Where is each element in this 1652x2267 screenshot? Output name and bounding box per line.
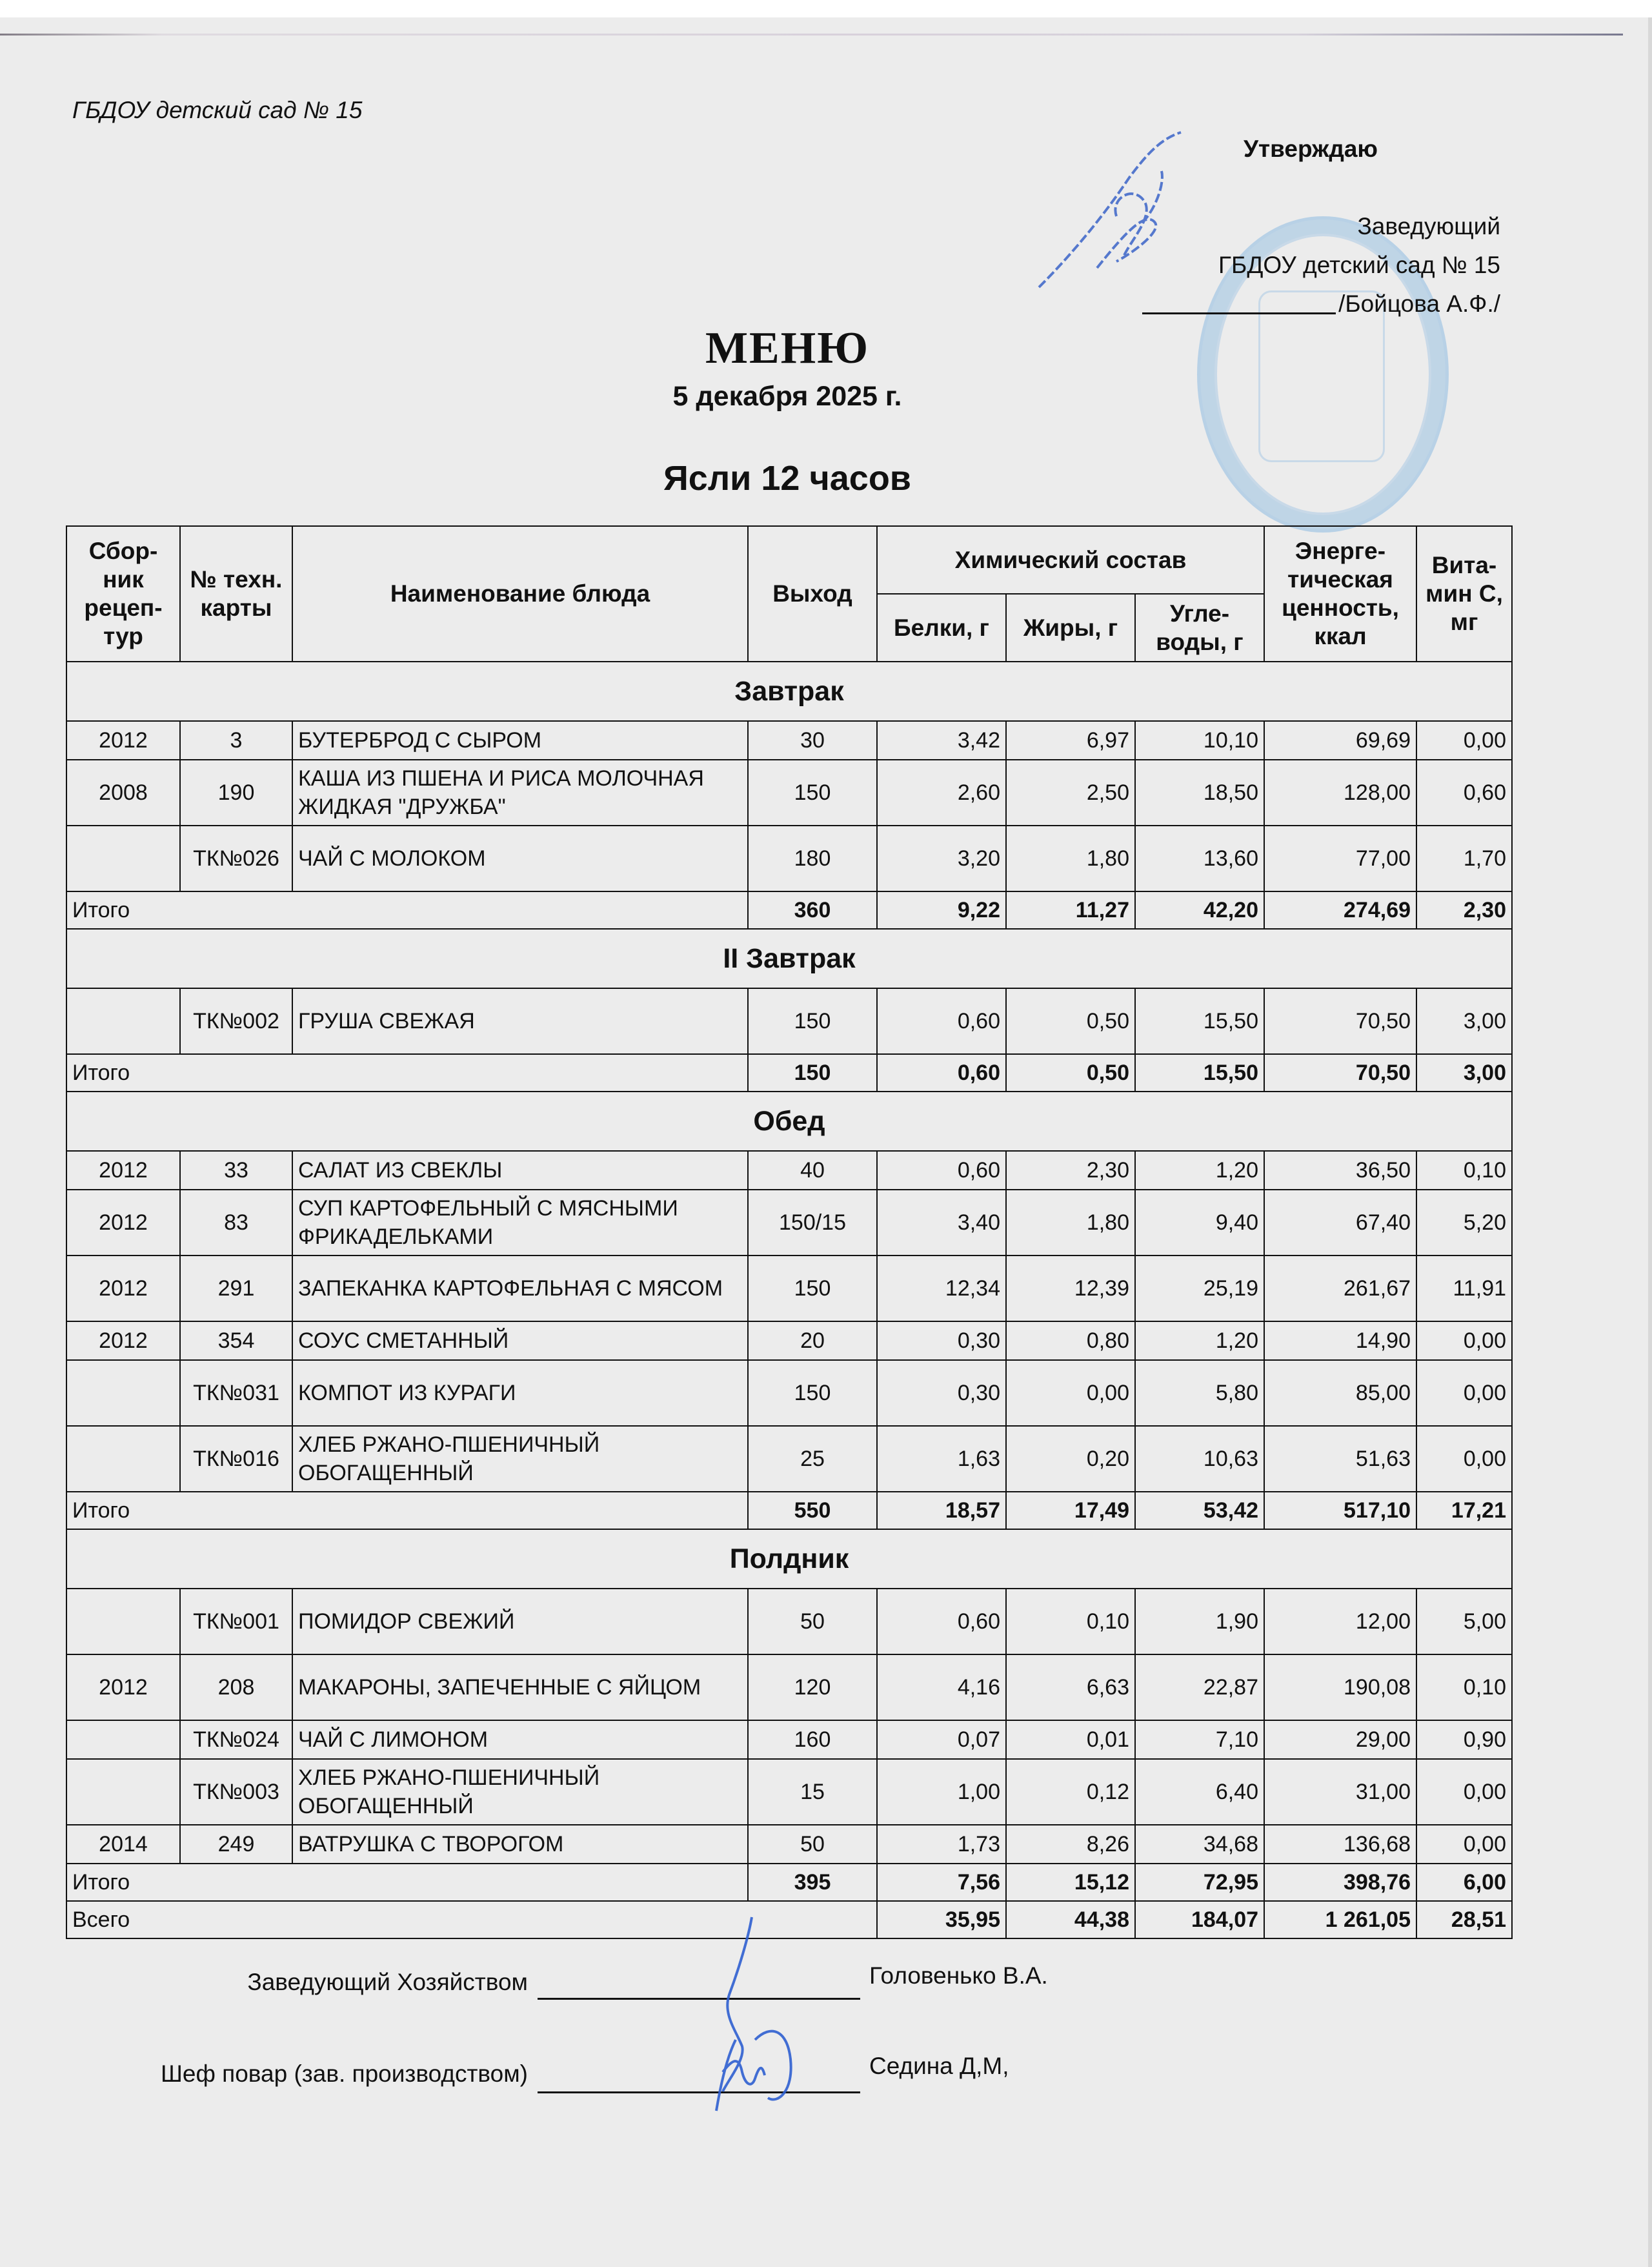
total-energy: 274,69 xyxy=(1264,891,1416,929)
cell-output: 180 xyxy=(748,826,877,891)
header-protein: Белки, г xyxy=(877,594,1006,662)
cell-carbs: 13,60 xyxy=(1135,826,1264,891)
cell-energy: 190,08 xyxy=(1264,1654,1416,1720)
section-total-row xyxy=(66,891,1512,929)
cell-fat: 1,80 xyxy=(1006,826,1135,891)
table-row xyxy=(66,1759,1512,1825)
header-tech-card: № техн. карты xyxy=(180,526,292,662)
cell-vitamin: 0,00 xyxy=(1416,721,1512,760)
cell-energy: 29,00 xyxy=(1264,1720,1416,1759)
table-row xyxy=(66,1825,1512,1864)
grand-total-fat: 44,38 xyxy=(1006,1901,1135,1938)
table-row xyxy=(66,1720,1512,1759)
cell-dish-name: СУП КАРТОФЕЛЬНЫЙ С МЯСНЫМИ ФРИКАДЕЛЬКАМИ xyxy=(292,1190,748,1255)
menu-date: 5 декабря 2025 г. xyxy=(672,381,902,412)
table-row xyxy=(66,1426,1512,1492)
cell-carbs: 1,20 xyxy=(1135,1151,1264,1190)
total-protein: 18,57 xyxy=(877,1492,1006,1529)
header-energy: Энерге-тическая ценность, ккал xyxy=(1264,526,1416,662)
total-fat: 15,12 xyxy=(1006,1864,1135,1901)
cell-dish-name: КОМПОТ ИЗ КУРАГИ xyxy=(292,1360,748,1426)
cell-card: 83 xyxy=(180,1190,292,1255)
cell-output: 50 xyxy=(748,1589,877,1654)
cell-card: ТК№001 xyxy=(180,1589,292,1654)
cell-carbs: 22,87 xyxy=(1135,1654,1264,1720)
total-protein: 7,56 xyxy=(877,1864,1006,1901)
section-total-row xyxy=(66,1054,1512,1092)
total-carbs: 42,20 xyxy=(1135,891,1264,929)
cell-protein: 3,20 xyxy=(877,826,1006,891)
header-vitamin-c: Вита-мин С, мг xyxy=(1416,526,1512,662)
signer-position-chef: Шеф повар (зав. производством) xyxy=(160,2060,528,2087)
cell-card: ТК№002 xyxy=(180,988,292,1054)
cell-protein: 0,30 xyxy=(877,1321,1006,1360)
section-total-row xyxy=(66,1492,1512,1529)
cell-dish-name: ЗАПЕКАНКА КАРТОФЕЛЬНАЯ С МЯСОМ xyxy=(292,1255,748,1321)
cell-vitamin: 0,90 xyxy=(1416,1720,1512,1759)
table-row xyxy=(66,988,1512,1054)
cell-vitamin: 0,60 xyxy=(1416,760,1512,826)
cell-fat: 2,30 xyxy=(1006,1151,1135,1190)
cell-protein: 0,07 xyxy=(877,1720,1006,1759)
cell-card: 354 xyxy=(180,1321,292,1360)
cell-dish-name: БУТЕРБРОД С СЫРОМ xyxy=(292,721,748,760)
organization-header: ГБДОУ детский сад № 15 xyxy=(72,97,363,123)
total-vitamin: 17,21 xyxy=(1416,1492,1512,1529)
cell-protein: 2,60 xyxy=(877,760,1006,826)
grand-total-carbs: 184,07 xyxy=(1135,1901,1264,1938)
table-row xyxy=(66,760,1512,826)
cell-protein: 1,63 xyxy=(877,1426,1006,1492)
header-carbs: Угле-воды, г xyxy=(1135,594,1264,662)
cell-fat: 0,80 xyxy=(1006,1321,1135,1360)
cell-collection: 2008 xyxy=(66,760,180,826)
cell-collection xyxy=(66,1720,180,1759)
table-row xyxy=(66,826,1512,891)
cell-card: ТК№026 xyxy=(180,826,292,891)
table-row xyxy=(66,1190,1512,1255)
cell-vitamin: 3,00 xyxy=(1416,988,1512,1054)
cell-fat: 0,01 xyxy=(1006,1720,1135,1759)
cell-vitamin: 0,10 xyxy=(1416,1151,1512,1190)
table-row xyxy=(66,721,1512,760)
total-fat: 17,49 xyxy=(1006,1492,1135,1529)
cell-energy: 31,00 xyxy=(1264,1759,1416,1825)
cell-collection: 2012 xyxy=(66,1321,180,1360)
cell-vitamin: 0,00 xyxy=(1416,1321,1512,1360)
cell-card: 291 xyxy=(180,1255,292,1321)
cell-output: 160 xyxy=(748,1720,877,1759)
cell-output: 150 xyxy=(748,760,877,826)
cell-fat: 12,39 xyxy=(1006,1255,1135,1321)
total-output: 395 xyxy=(748,1864,877,1901)
cell-fat: 6,97 xyxy=(1006,721,1135,760)
cell-card: ТК№016 xyxy=(180,1426,292,1492)
cell-energy: 77,00 xyxy=(1264,826,1416,891)
cell-carbs: 1,90 xyxy=(1135,1589,1264,1654)
cell-vitamin: 0,00 xyxy=(1416,1360,1512,1426)
cell-energy: 261,67 xyxy=(1264,1255,1416,1321)
cell-card: ТК№003 xyxy=(180,1759,292,1825)
cell-output: 150 xyxy=(748,1360,877,1426)
cell-collection xyxy=(66,1360,180,1426)
cell-dish-name: ЧАЙ С ЛИМОНОМ xyxy=(292,1720,748,1759)
cell-dish-name: ХЛЕБ РЖАНО-ПШЕНИЧНЫЙ ОБОГАЩЕННЫЙ xyxy=(292,1759,748,1825)
cell-carbs: 6,40 xyxy=(1135,1759,1264,1825)
cell-energy: 51,63 xyxy=(1264,1426,1416,1492)
cell-vitamin: 0,10 xyxy=(1416,1654,1512,1720)
cell-card: 33 xyxy=(180,1151,292,1190)
scan-artifact-line xyxy=(0,34,1623,36)
cell-dish-name: ХЛЕБ РЖАНО-ПШЕНИЧНЫЙ ОБОГАЩЕННЫЙ xyxy=(292,1426,748,1492)
cell-collection: 2012 xyxy=(66,1654,180,1720)
total-carbs: 15,50 xyxy=(1135,1054,1264,1092)
total-output: 150 xyxy=(748,1054,877,1092)
cell-collection xyxy=(66,1589,180,1654)
grand-total-row xyxy=(66,1901,1512,1938)
header-dish-name: Наименование блюда xyxy=(292,526,748,662)
total-carbs: 53,42 xyxy=(1135,1492,1264,1529)
cell-dish-name: ГРУША СВЕЖАЯ xyxy=(292,988,748,1054)
cell-vitamin: 5,00 xyxy=(1416,1589,1512,1654)
approval-signatory-name: /Бойцова А.Ф./ xyxy=(1338,290,1500,317)
cell-energy: 69,69 xyxy=(1264,721,1416,760)
cell-energy: 14,90 xyxy=(1264,1321,1416,1360)
cell-protein: 0,60 xyxy=(877,988,1006,1054)
cell-energy: 67,40 xyxy=(1264,1190,1416,1255)
header-chemical-composition: Химический состав xyxy=(877,526,1264,594)
signature-line xyxy=(538,1998,860,2000)
total-fat: 0,50 xyxy=(1006,1054,1135,1092)
cell-fat: 0,50 xyxy=(1006,988,1135,1054)
cell-output: 40 xyxy=(748,1151,877,1190)
total-output: 360 xyxy=(748,891,877,929)
cell-fat: 0,20 xyxy=(1006,1426,1135,1492)
table-row xyxy=(66,1589,1512,1654)
cell-carbs: 5,80 xyxy=(1135,1360,1264,1426)
signer-position-housekeeping: Заведующий Хозяйством xyxy=(247,1969,528,1995)
cell-vitamin: 0,00 xyxy=(1416,1759,1512,1825)
grand-total-vitamin: 28,51 xyxy=(1416,1901,1512,1938)
cell-protein: 1,00 xyxy=(877,1759,1006,1825)
table-row xyxy=(66,1360,1512,1426)
cell-energy: 36,50 xyxy=(1264,1151,1416,1190)
cell-protein: 0,30 xyxy=(877,1360,1006,1426)
cell-vitamin: 1,70 xyxy=(1416,826,1512,891)
cell-carbs: 10,10 xyxy=(1135,721,1264,760)
cell-collection: 2012 xyxy=(66,1255,180,1321)
cell-collection xyxy=(66,1759,180,1825)
cell-collection: 2012 xyxy=(66,1151,180,1190)
table-row xyxy=(66,1654,1512,1720)
section-title-breakfast: Завтрак xyxy=(66,662,1512,721)
section-total-row xyxy=(66,1864,1512,1901)
header-fat: Жиры, г xyxy=(1006,594,1135,662)
cell-protein: 12,34 xyxy=(877,1255,1006,1321)
total-label: Итого xyxy=(66,1492,748,1529)
total-energy: 517,10 xyxy=(1264,1492,1416,1529)
grand-total-energy: 1 261,05 xyxy=(1264,1901,1416,1938)
cell-collection: 2014 xyxy=(66,1825,180,1864)
cell-vitamin: 0,00 xyxy=(1416,1426,1512,1492)
section-title-second-breakfast: II Завтрак xyxy=(66,929,1512,988)
total-label: Итого xyxy=(66,891,748,929)
approval-organization: ГБДОУ детский сад № 15 xyxy=(1218,252,1500,278)
cell-card: ТК№031 xyxy=(180,1360,292,1426)
signer-name-chef: Седина Д,М, xyxy=(869,2053,1009,2079)
total-label: Итого xyxy=(66,1864,748,1901)
header-collection: Сбор-ник рецеп-тур xyxy=(66,526,180,662)
cell-output: 25 xyxy=(748,1426,877,1492)
cell-carbs: 10,63 xyxy=(1135,1426,1264,1492)
approval-signatory xyxy=(1142,290,1500,318)
cell-carbs: 7,10 xyxy=(1135,1720,1264,1759)
grand-total-protein: 35,95 xyxy=(877,1901,1006,1938)
cell-output: 150/15 xyxy=(748,1190,877,1255)
cell-vitamin: 11,91 xyxy=(1416,1255,1512,1321)
cell-dish-name: ПОМИДОР СВЕЖИЙ xyxy=(292,1589,748,1654)
cell-output: 150 xyxy=(748,988,877,1054)
cell-collection: 2012 xyxy=(66,721,180,760)
cell-collection: 2012 xyxy=(66,1190,180,1255)
grand-total-label: Всего xyxy=(66,1901,877,1938)
cell-fat: 0,12 xyxy=(1006,1759,1135,1825)
cell-energy: 12,00 xyxy=(1264,1589,1416,1654)
cell-output: 30 xyxy=(748,721,877,760)
cell-carbs: 15,50 xyxy=(1135,988,1264,1054)
cell-protein: 4,16 xyxy=(877,1654,1006,1720)
cell-output: 50 xyxy=(748,1825,877,1864)
group-title: Ясли 12 часов xyxy=(663,459,911,498)
signature-line xyxy=(1142,312,1336,314)
total-vitamin: 3,00 xyxy=(1416,1054,1512,1092)
cell-dish-name: ЧАЙ С МОЛОКОМ xyxy=(292,826,748,891)
cell-energy: 70,50 xyxy=(1264,988,1416,1054)
cell-dish-name: КАША ИЗ ПШЕНА И РИСА МОЛОЧНАЯ ЖИДКАЯ "ДРУЖБА" xyxy=(292,760,748,826)
table-row xyxy=(66,1321,1512,1360)
cell-fat: 2,50 xyxy=(1006,760,1135,826)
cell-fat: 0,10 xyxy=(1006,1589,1135,1654)
cell-output: 120 xyxy=(748,1654,877,1720)
cell-energy: 128,00 xyxy=(1264,760,1416,826)
cell-energy: 136,68 xyxy=(1264,1825,1416,1864)
cell-dish-name: СОУС СМЕТАННЫЙ xyxy=(292,1321,748,1360)
signer-name-housekeeping: Головенько В.А. xyxy=(869,1962,1048,1989)
cell-output: 15 xyxy=(748,1759,877,1825)
cell-protein: 3,42 xyxy=(877,721,1006,760)
cell-card: 3 xyxy=(180,721,292,760)
cell-dish-name: САЛАТ ИЗ СВЕКЛЫ xyxy=(292,1151,748,1190)
cell-protein: 1,73 xyxy=(877,1825,1006,1864)
total-carbs: 72,95 xyxy=(1135,1864,1264,1901)
cell-fat: 8,26 xyxy=(1006,1825,1135,1864)
table-row xyxy=(66,1151,1512,1190)
approval-position: Заведующий xyxy=(1357,213,1500,239)
cell-card: 208 xyxy=(180,1654,292,1720)
total-output: 550 xyxy=(748,1492,877,1529)
cell-dish-name: ВАТРУШКА С ТВОРОГОМ xyxy=(292,1825,748,1864)
total-vitamin: 6,00 xyxy=(1416,1864,1512,1901)
total-energy: 70,50 xyxy=(1264,1054,1416,1092)
cell-carbs: 18,50 xyxy=(1135,760,1264,826)
total-label: Итого xyxy=(66,1054,748,1092)
total-fat: 11,27 xyxy=(1006,891,1135,929)
cell-carbs: 34,68 xyxy=(1135,1825,1264,1864)
cell-fat: 0,00 xyxy=(1006,1360,1135,1426)
cell-dish-name: МАКАРОНЫ, ЗАПЕЧЕННЫЕ С ЯЙЦОМ xyxy=(292,1654,748,1720)
page-edge xyxy=(1648,17,1652,2267)
cell-collection xyxy=(66,826,180,891)
cell-carbs: 25,19 xyxy=(1135,1255,1264,1321)
menu-table xyxy=(66,525,1513,1939)
cell-vitamin: 5,20 xyxy=(1416,1190,1512,1255)
total-protein: 9,22 xyxy=(877,891,1006,929)
section-title-afternoon-snack: Полдник xyxy=(66,1529,1512,1589)
cell-collection xyxy=(66,988,180,1054)
cell-card: 190 xyxy=(180,760,292,826)
cell-output: 150 xyxy=(748,1255,877,1321)
section-title-lunch: Обед xyxy=(66,1092,1512,1151)
total-energy: 398,76 xyxy=(1264,1864,1416,1901)
cell-protein: 0,60 xyxy=(877,1589,1006,1654)
cell-carbs: 1,20 xyxy=(1135,1321,1264,1360)
cell-card: 249 xyxy=(180,1825,292,1864)
approval-title: Утверждаю xyxy=(1244,136,1378,162)
total-protein: 0,60 xyxy=(877,1054,1006,1092)
cell-collection xyxy=(66,1426,180,1492)
total-vitamin: 2,30 xyxy=(1416,891,1512,929)
cell-carbs: 9,40 xyxy=(1135,1190,1264,1255)
cell-protein: 0,60 xyxy=(877,1151,1006,1190)
signature-line xyxy=(538,2091,860,2093)
cell-card: ТК№024 xyxy=(180,1720,292,1759)
header-output: Выход xyxy=(748,526,877,662)
cell-protein: 3,40 xyxy=(877,1190,1006,1255)
cell-fat: 6,63 xyxy=(1006,1654,1135,1720)
cell-energy: 85,00 xyxy=(1264,1360,1416,1426)
cell-vitamin: 0,00 xyxy=(1416,1825,1512,1864)
table-row xyxy=(66,1255,1512,1321)
page-title: МЕНЮ xyxy=(705,323,870,373)
cell-fat: 1,80 xyxy=(1006,1190,1135,1255)
cell-output: 20 xyxy=(748,1321,877,1360)
